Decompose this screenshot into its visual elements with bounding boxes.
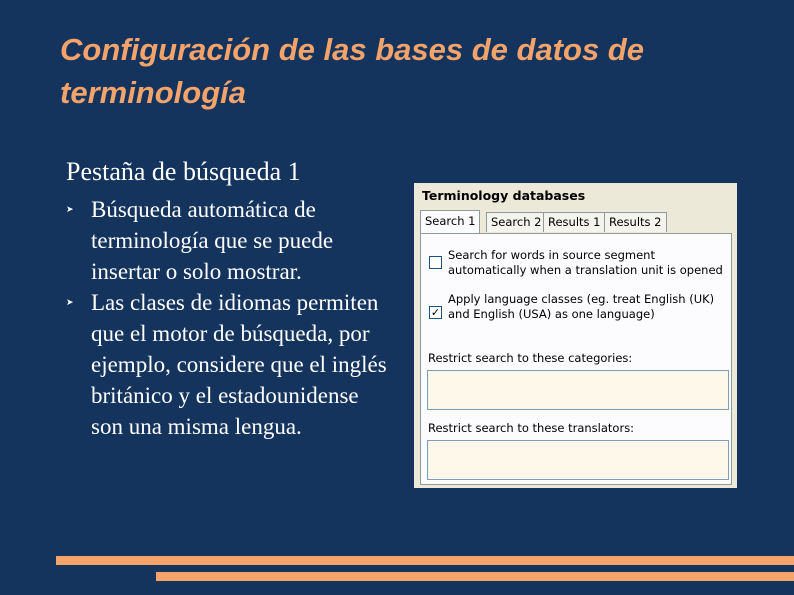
categories-input[interactable] xyxy=(427,370,729,410)
group-title: Terminology databases xyxy=(422,188,586,203)
bullet-text: Búsqueda automática de terminología que se puede insertar o solo mostrar. xyxy=(91,197,334,284)
language-classes-checkbox[interactable] xyxy=(429,306,442,319)
terminology-databases-panel xyxy=(414,183,737,488)
bullet-item xyxy=(66,287,396,442)
slide-title: Configuración de las bases de datos de terminología xyxy=(60,32,644,110)
translators-label: Restrict search to these translators: xyxy=(428,421,635,435)
accent-bar-bottom xyxy=(156,572,794,581)
bullet-item xyxy=(66,194,396,287)
accent-bar-top xyxy=(56,556,794,565)
tab-results-1[interactable]: Results 1 xyxy=(543,212,606,232)
auto-search-checkbox[interactable] xyxy=(429,256,442,269)
tab-content xyxy=(420,233,732,485)
tab-search-2[interactable]: Search 2 xyxy=(486,212,546,232)
tab-search-1[interactable]: Search 1 xyxy=(420,210,480,233)
categories-label: Restrict search to these categories: xyxy=(428,351,633,365)
tab-results-2[interactable]: Results 2 xyxy=(604,212,667,232)
auto-search-label: Search for words in source segment automatically when a translation unit is opened xyxy=(448,248,723,277)
bullet-list xyxy=(66,194,396,442)
check-mark-icon: ✓ xyxy=(430,306,441,319)
arrow-bullet-icon: ➤ xyxy=(66,204,74,214)
bullet-text: Las clases de idiomas permiten que el motor de búsqueda, por ejemplo, considere que el inglés británico y el estadounidense son una misma lengua. xyxy=(91,290,387,439)
translators-input[interactable] xyxy=(427,440,729,480)
slide-subtitle: Pestaña de búsqueda 1 xyxy=(66,157,301,186)
arrow-bullet-icon: ➤ xyxy=(66,297,74,307)
language-classes-label: Apply language classes (eg. treat English (UK) and English (USA) as one language) xyxy=(448,292,715,321)
